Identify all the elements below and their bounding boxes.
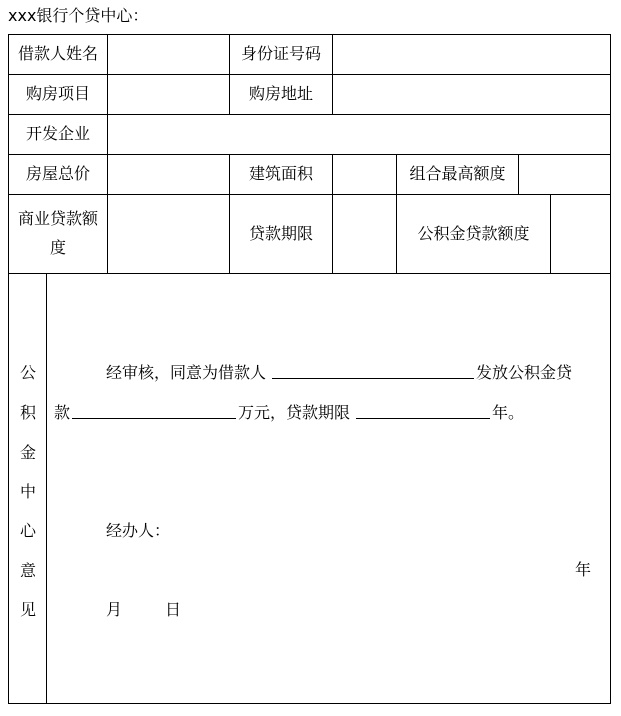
table-border-bottom xyxy=(8,703,611,704)
day-label: 日 xyxy=(165,600,182,619)
commercial-loan-amount-field[interactable] xyxy=(108,195,229,273)
opinion-line2-prefix: 款 xyxy=(54,403,71,422)
borrower-name-blank[interactable] xyxy=(272,378,474,379)
opinion-line1-suffix: 发放公积金贷 xyxy=(476,363,573,382)
opinion-line1-prefix: 经审核，同意为借款人 xyxy=(106,363,267,382)
developer-label: 开发企业 xyxy=(25,124,90,144)
table-border-right xyxy=(610,34,611,704)
year-label: 年 xyxy=(575,560,592,579)
id-number-field[interactable] xyxy=(333,35,610,74)
building-area-field[interactable] xyxy=(333,155,396,194)
opinion-line2-suffix: 年。 xyxy=(492,403,525,422)
provident-loan-amount-label: 公积金贷款额度 xyxy=(417,223,530,243)
purchase-project-label: 购房项目 xyxy=(25,84,90,104)
total-price-field[interactable] xyxy=(108,155,229,194)
opinion-side-label-char: 积 xyxy=(19,403,36,422)
purchase-address-label: 购房地址 xyxy=(248,84,313,104)
loan-term-label: 贷款期限 xyxy=(248,223,313,243)
opinion-side-label-char: 中 xyxy=(19,482,36,501)
handler-label: 经办人： xyxy=(106,521,171,540)
commercial-loan-amount-label: 商业贷款额度 xyxy=(17,209,98,257)
purchase-address-field[interactable] xyxy=(333,75,610,114)
form-header-title: xxx银行个贷中心： xyxy=(8,6,149,25)
opinion-side-label-char: 金 xyxy=(19,443,36,462)
loan-term-field[interactable] xyxy=(333,195,396,273)
month-label: 月 xyxy=(106,600,123,619)
total-price-label: 房屋总价 xyxy=(25,164,90,184)
borrower-name-field[interactable] xyxy=(108,35,229,74)
id-number-label: 身份证号码 xyxy=(240,44,321,64)
opinion-side-label-char: 意 xyxy=(19,561,36,580)
purchase-project-field[interactable] xyxy=(108,75,229,114)
building-area-label: 建筑面积 xyxy=(248,164,313,184)
opinion-side-label-char: 心 xyxy=(19,521,36,540)
combined-max-amount-label: 组合最高额度 xyxy=(409,164,506,184)
row-divider xyxy=(8,273,611,274)
loan-amount-blank[interactable] xyxy=(72,418,236,419)
opinion-side-label-char: 见 xyxy=(19,600,36,619)
developer-field[interactable] xyxy=(108,115,610,154)
borrower-name-label: 借款人姓名 xyxy=(17,44,98,64)
opinion-side-label-char: 公 xyxy=(19,363,36,382)
loan-term-blank[interactable] xyxy=(356,418,490,419)
opinion-line2-mid: 万元，贷款期限 xyxy=(238,403,351,422)
combined-max-amount-field[interactable] xyxy=(519,155,610,194)
provident-loan-amount-field[interactable] xyxy=(551,195,610,273)
